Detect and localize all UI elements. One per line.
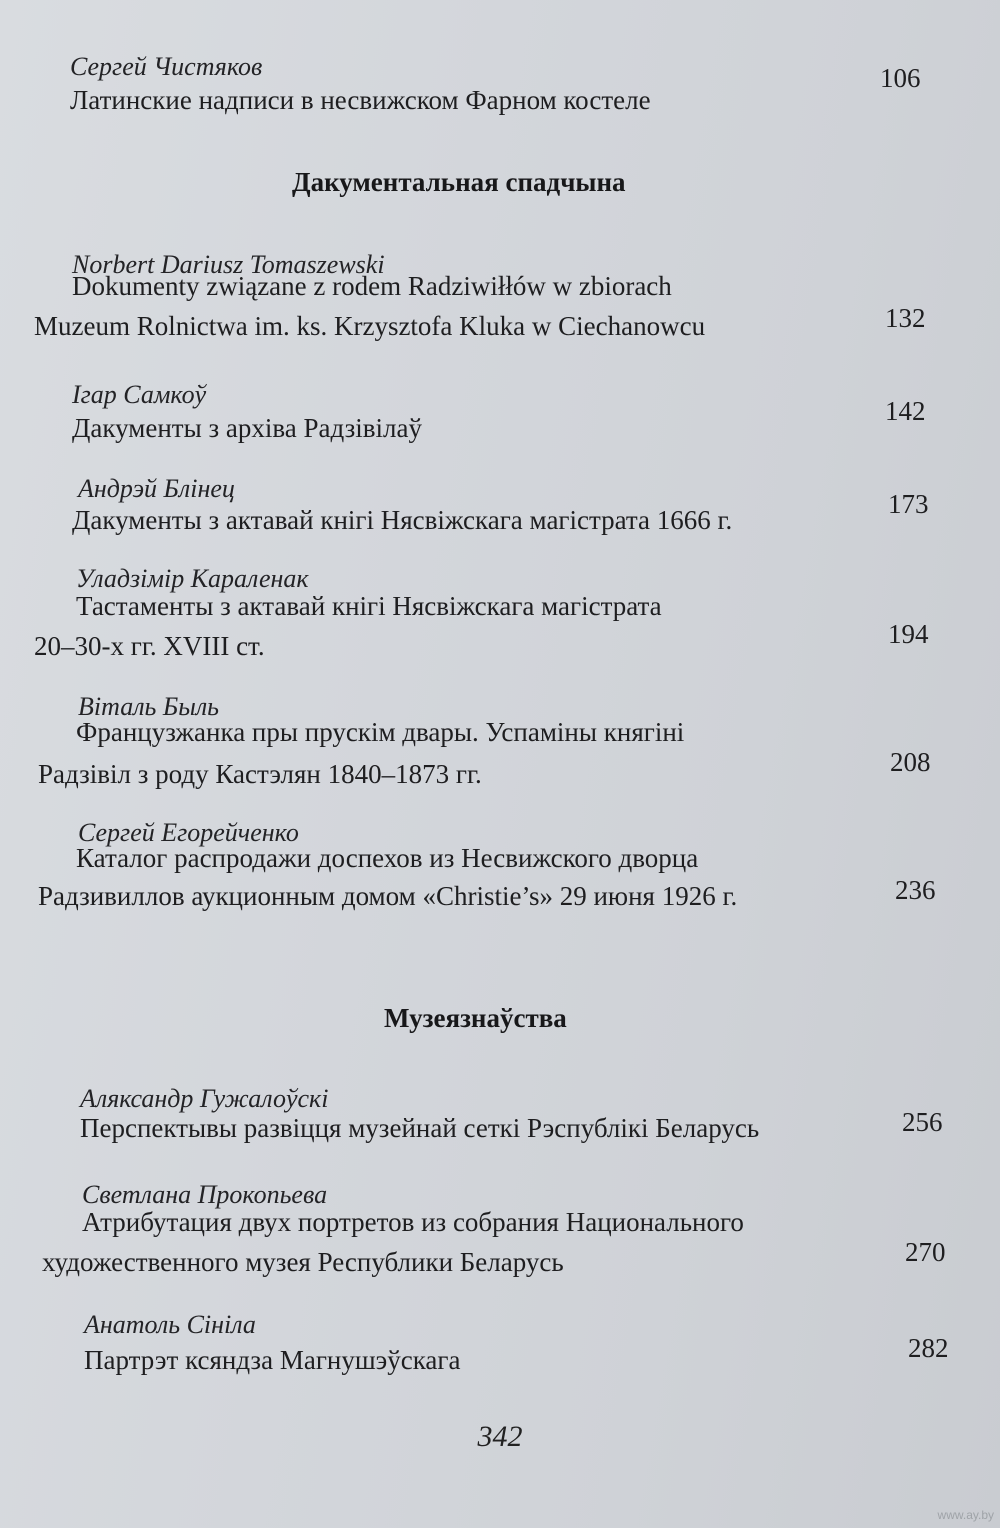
entry-author: Ігар Самкоў: [72, 380, 207, 409]
entry-author: Уладзімір Караленак: [76, 564, 309, 593]
entry-author: Сергей Чистяков: [70, 52, 263, 81]
entry-title-line: Радзівіл з роду Кастэлян 1840–1873 гг.: [38, 759, 482, 789]
entry-author: Андрэй Блінец: [78, 474, 235, 503]
entry-page-number: 236: [895, 875, 936, 905]
entry-page-number: 142: [885, 396, 926, 426]
entry-title-line: Дакументы з актавай кнігі Нясвіжскага магістрата 1666 г.: [72, 505, 733, 535]
entry-page-number: 106: [880, 63, 921, 93]
entry-page-number: 256: [902, 1107, 943, 1137]
entry-author: Віталь Быль: [78, 692, 219, 721]
entry-title-line: Dokumenty związane z rodem Radziwiłłów w zbiorach: [72, 271, 672, 301]
entry-title-line: Французжанка пры прускім двары. Успаміны княгіні: [76, 717, 685, 747]
entry-title-line: Перспектывы развіцця музейнай сеткі Рэспублікі Беларусь: [80, 1113, 760, 1143]
entry-page-number: 270: [905, 1237, 946, 1267]
entry-title-line: Партрэт ксяндза Магнушэўскага: [84, 1345, 461, 1375]
entry-title-line: 20–30-х гг. XVIII ст.: [34, 631, 265, 661]
entry-page-number: 194: [888, 619, 929, 649]
entry-title-line: Атрибутация двух портретов из собрания Национального: [82, 1207, 744, 1237]
entry-author: Norbert Dariusz Tomaszewski: [72, 250, 385, 279]
entry-title-line: Каталог распродажи доспехов из Несвижского дворца: [76, 843, 699, 873]
entry-author: Светлана Прокопьева: [82, 1180, 328, 1209]
section-heading-documentary: Дакументальная спадчына: [292, 167, 626, 197]
entry-page-number: 208: [890, 747, 931, 777]
entry-page-number: 282: [908, 1333, 949, 1363]
entry-author: Сергей Егорейченко: [78, 818, 299, 847]
entry-title-line: Тастаменты з актавай кнігі Нясвіжскага магістрата: [76, 591, 662, 621]
entry-author: Аляксандр Гужалоўскі: [80, 1084, 329, 1113]
entry-title-line: Радзивиллов аукционным домом «Christie’s» 29 июня 1926 г.: [38, 881, 738, 911]
page-folio-number: 342: [477, 1420, 523, 1453]
watermark-text: www.ay.by: [937, 1508, 994, 1522]
entry-page-number: 132: [885, 303, 926, 333]
section-heading-museum-studies: Музеязнаўства: [384, 1003, 567, 1033]
entry-title-line: Латинские надписи в несвижском Фарном костеле: [70, 85, 651, 115]
entry-title-line: Muzeum Rolnictwa im. ks. Krzysztofa Kluka w Ciechanowcu: [34, 311, 706, 341]
entry-title-line: Дакументы з архіва Радзівілаў: [72, 413, 422, 443]
entry-title-line: художественного музея Республики Беларусь: [42, 1247, 564, 1277]
entry-author: Анатоль Сініла: [84, 1310, 256, 1339]
entry-page-number: 173: [888, 489, 929, 519]
